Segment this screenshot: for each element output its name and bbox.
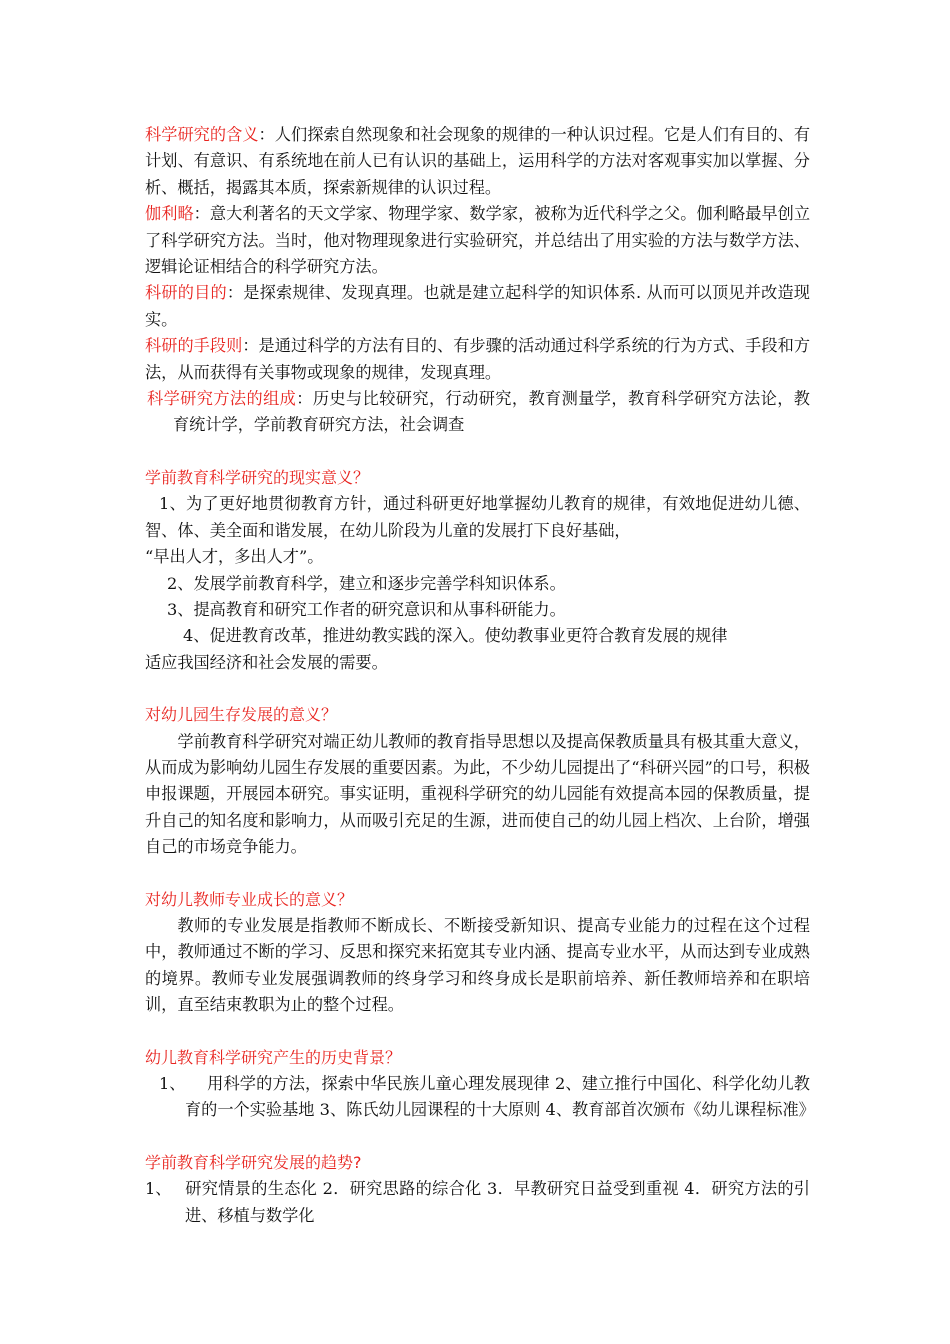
list-item: 4、促进教育改革，推进幼教实践的深入。使幼教事业更符合教育发展的规律 bbox=[183, 626, 728, 646]
definition-text: ：意大利著名的天文学家、物理学家、数学家，被称为近代科学之父。伽利略最早创立了科学研究方法。当时，他对物理现象进行实验研究，并总结出了用实验的方法与数学方法、逻辑论证相结合的科学研究方法。 bbox=[145, 204, 811, 277]
definition-term: 科研的目的 bbox=[145, 283, 227, 303]
definition-text: ：历史与比较研究，行动研究，教育测量学，教育科学研究方法论，教育统计学，学前教育研究方法，社会调查 bbox=[173, 389, 810, 435]
definition-paragraph bbox=[145, 333, 810, 386]
list-text: 用科学的方法，探索中华民族儿童心理发展现律 2、建立推行中国化、科学化幼儿教育的一个实验基地 3、陈氏幼儿园课程的十大原则 4、教育部首次颁布《幼儿课程标准》 bbox=[185, 1074, 815, 1120]
list-number: 1、 bbox=[159, 1074, 186, 1093]
section-body: 教师的专业发展是指教师不断成长、不断接受新知识、提高专业能力的过程在这个过程中，教师通过不断的学习、反思和探究来拓宽其专业内涵、提高专业水平，从而达到专业成熟的境界。教师专业发展强调教师的终身学习和终身成长是职前培养、新任教师培养和在职培训，直至结束教职为止的整个过程。 bbox=[145, 915, 810, 1015]
list-item-continuation: 适应我国经济和社会发展的需要。 bbox=[145, 652, 388, 672]
spacer bbox=[145, 1019, 810, 1045]
definition-paragraph bbox=[145, 201, 810, 280]
list-text: 研究情景的生态化 2．研究思路的综合化 3．早教研究日益受到重视 4．研究方法的引进、移植与数学化 bbox=[185, 1179, 810, 1225]
definition-paragraph bbox=[145, 280, 810, 333]
spacer bbox=[145, 439, 810, 465]
list-item: 1、为了更好地贯彻教育方针，通过科研更好地掌握幼儿教育的规律，有效地促进幼儿德、智、体、美全面和谐发展，在幼儿阶段为儿童的发展打下良好基础， bbox=[145, 494, 810, 540]
definition-text: ：是探索规律、发现真理。也就是建立起科学的知识体系. 从而可以顶见并改造现实。 bbox=[145, 283, 810, 329]
section-heading: 学前教育科学研究的现实意义？ bbox=[145, 467, 370, 487]
document-content bbox=[145, 122, 815, 1229]
definition-text: ：是通过科学的方法有目的、有步骤的活动通过科学系统的行为方式、手段和方法，从而获得有关事物或现象的规律，发现真理。 bbox=[145, 336, 811, 382]
definition-paragraph bbox=[145, 386, 810, 439]
section-heading: 幼儿教育科学研究产生的历史背景？ bbox=[145, 1047, 402, 1067]
definition-paragraph bbox=[145, 122, 810, 201]
section-heading: 对幼儿园生存发展的意义？ bbox=[145, 705, 338, 725]
definition-text: ：人们探索自然现象和社会现象的规律的一种认识过程。它是人们有目的、有计划、有意识、有系统地在前人已有认识的基础上，运用科学的方法对客观事实加以掌握、分析、概括，揭露其本质，探索新规律的认识过程。 bbox=[145, 125, 811, 197]
section-body: 学前教育科学研究对端正幼儿教师的教育指导思想以及提高保教质量具有极其重大意义，从而成为影响幼儿园生存发展的重要因素。为此，不少幼儿园提出了“科研兴园”的口号，积极申报课题，开展园本研究。事实证明，重视科学研究的幼儿园能有效提高本园的保教质量，提升自己的知名度和影响力，从而吸引充足的生源，进而使自己的幼儿园上档次、上台阶，增强自己的市场竞争能力。 bbox=[145, 731, 810, 857]
section-heading: 学前教育科学研究发展的趋势? bbox=[145, 1152, 362, 1172]
list-number: 1、 bbox=[145, 1179, 172, 1199]
spacer bbox=[145, 861, 810, 887]
list-item-continuation: “早出人才，多出人才”。 bbox=[145, 547, 324, 567]
list-item bbox=[145, 1071, 815, 1124]
definition-term: 科研的手段则 bbox=[145, 336, 243, 356]
definition-term: 伽利略 bbox=[145, 204, 194, 224]
definition-term: 科学研究的含义 bbox=[145, 125, 259, 144]
list-item: 2、发展学前教育科学，建立和逐步完善学科知识体系。 bbox=[167, 573, 566, 593]
definition-term: 科学研究方法的组成 bbox=[147, 389, 297, 409]
spacer bbox=[145, 1124, 810, 1150]
spacer bbox=[145, 676, 810, 702]
section-heading: 对幼儿教师专业成长的意义？ bbox=[145, 889, 354, 909]
list-item: 3、提高教育和研究工作者的研究意识和从事科研能力。 bbox=[167, 599, 566, 619]
list-item bbox=[145, 1176, 810, 1229]
